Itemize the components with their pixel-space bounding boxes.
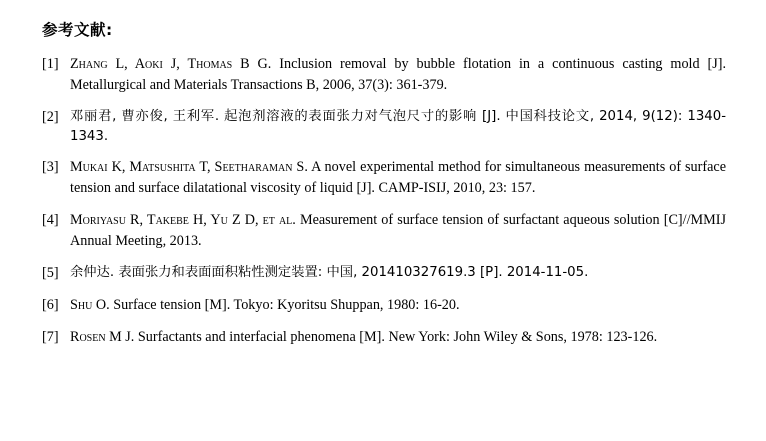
- reference-number: [6]: [42, 297, 59, 314]
- list-item: [40, 157, 726, 199]
- reference-number: [2]: [42, 109, 59, 126]
- reference-body: Inclusion removal by bubble flotation in a continuous casting mold [J]. Metallurgical and Materials Transactions B, 2006, 37(3): 361-379.: [70, 56, 727, 94]
- reference-body: Surfactants and interfacial phenomena [M]. New York: John Wiley & Sons, 1978: 123-126.: [137, 329, 658, 346]
- reference-authors: Shu O.: [70, 297, 110, 314]
- list-item: [40, 210, 726, 252]
- reference-text: [70, 210, 726, 252]
- list-item: [40, 107, 726, 146]
- reference-number: [7]: [42, 329, 59, 346]
- reference-body: Measurement of surface tension of surfactant aqueous solution [C]//MMIJ Annual Meeting, 2013.: [70, 212, 726, 250]
- reference-authors: Mukai K, Matsushita T, Seetharaman S.: [70, 159, 308, 176]
- reference-number: [1]: [42, 56, 59, 72]
- page-title: 参考文献:: [42, 21, 113, 39]
- reference-body: A novel experimental method for simultaneous measurements of surface tension and surface dilatational viscosity of liquid [J]. CAMP-ISIJ, 2010, 23: 157.: [70, 159, 726, 197]
- reference-text: [70, 327, 726, 348]
- reference-text: [70, 157, 726, 199]
- reference-authors: Zhang L, Aoki J, Thomas B G.: [70, 56, 272, 72]
- list-item: [40, 54, 726, 96]
- reference-list: [40, 54, 726, 348]
- reference-text: 邓丽君, 曹亦俊, 王利军. 起泡剂溶液的表面张力对气泡尺寸的影响 [J]. 中国科技论文, 2014, 9(12): 1340-1343.: [70, 109, 726, 144]
- reference-number: [4]: [42, 212, 59, 229]
- reference-body: Surface tension [M]. Tokyo: Kyoritsu Shuppan, 1980: 16-20.: [113, 297, 460, 314]
- reference-authors: Rosen M J.: [70, 329, 135, 346]
- reference-text: [70, 295, 726, 316]
- reference-text: [70, 54, 726, 96]
- reference-number: [5]: [42, 265, 59, 282]
- reference-text: 余仲达. 表面张力和表面面积粘性测定装置: 中国, 201410327619.3 [P]. 2014-11-05.: [70, 265, 589, 281]
- list-item: [40, 263, 726, 284]
- reference-number: [3]: [42, 159, 59, 176]
- reference-authors: Moriyasu R, Takebe H, Yu Z D, et al.: [70, 212, 296, 229]
- list-item: [40, 295, 726, 316]
- list-item: [40, 327, 726, 348]
